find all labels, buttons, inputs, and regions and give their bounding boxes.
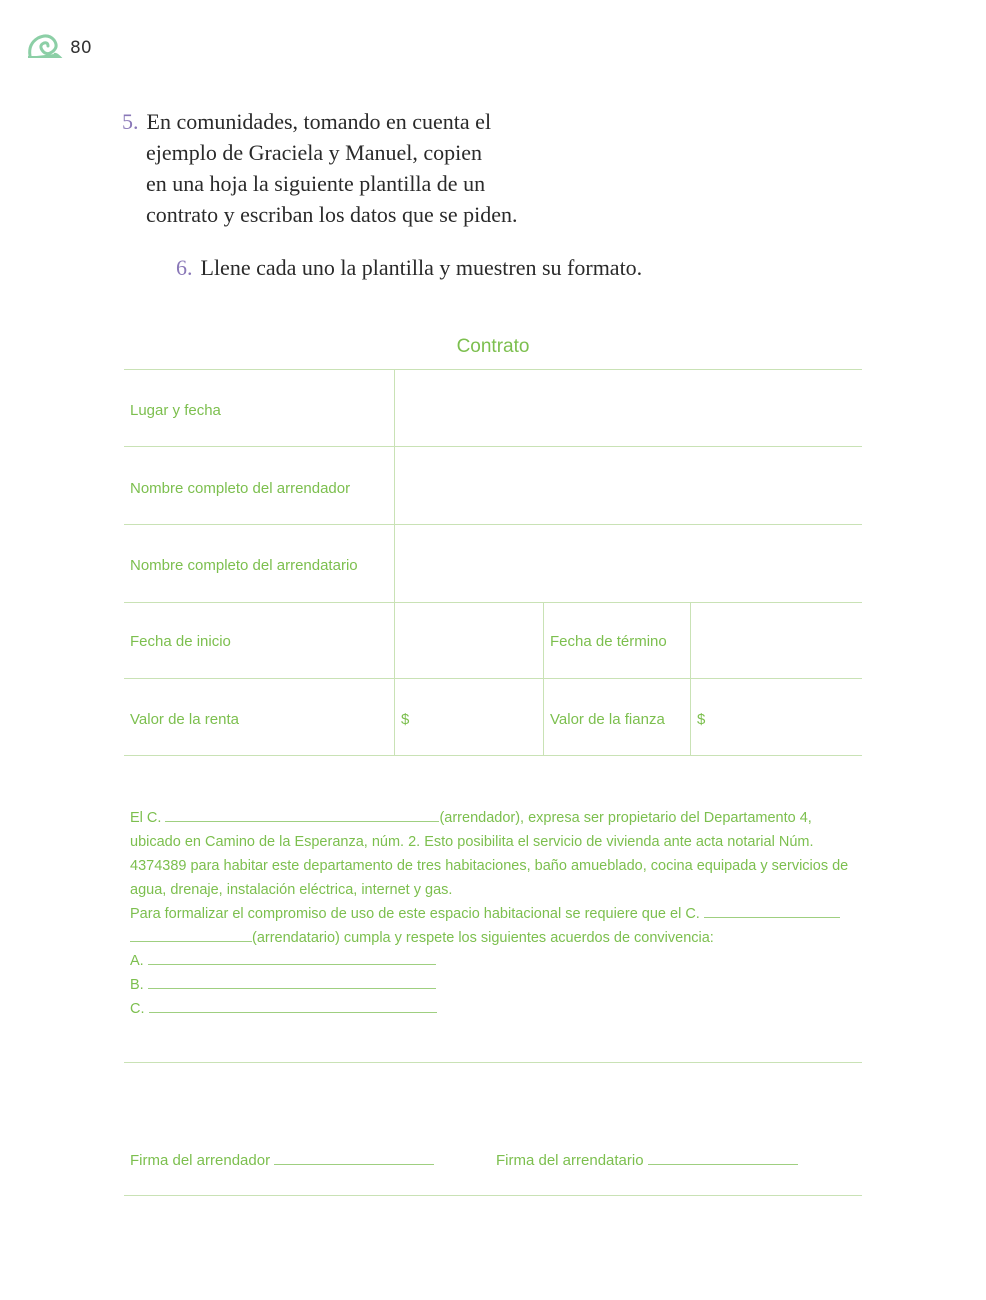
instruction-line: en una hoja la siguiente plantilla de un xyxy=(146,171,486,196)
start-date-label: Fecha de inicio xyxy=(130,633,231,650)
rent-value-label: Valor de la renta xyxy=(130,711,239,728)
tenant-name-label: Nombre completo del arrendatario xyxy=(130,557,358,574)
item-letter: B. xyxy=(130,977,144,993)
item-letter: C. xyxy=(130,1001,145,1017)
contract-paragraph-1 xyxy=(130,806,860,902)
deposit-value-label: Valor de la fianza xyxy=(550,711,665,728)
tenant-blank xyxy=(704,903,840,918)
agreement-item-a xyxy=(130,950,436,969)
instruction-line: contrato y escriban los datos que se piden. xyxy=(146,202,518,227)
page-number: 80 xyxy=(70,37,92,58)
landlord-signature xyxy=(130,1150,434,1169)
signature-blank xyxy=(274,1150,434,1165)
table-rule xyxy=(124,678,862,679)
signature-label: Firma del arrendatario xyxy=(496,1152,644,1169)
landlord-name-label: Nombre completo del arrendador xyxy=(130,480,351,497)
end-date-label: Fecha de término xyxy=(550,633,667,650)
step-number: 5. xyxy=(122,109,139,134)
rent-currency: $ xyxy=(401,711,410,728)
table-rule xyxy=(124,446,862,447)
place-date-label: Lugar y fecha xyxy=(130,402,221,419)
table-rule xyxy=(124,602,862,603)
paragraph-text: (arrendador), expresa ser propietario del Departamento 4, ubicado en Camino de la Esperanza, núm. 2. Esto posibilita el servicio de vivienda ante acta notarial Núm. 4374389 para habitar este departamento de tres habitaciones, baño amueblado, cocina equipada y servicios de agua, drenaje, instalación eléctrica, internet y gas. xyxy=(130,810,849,898)
table-divider xyxy=(690,602,691,755)
landlord-blank xyxy=(165,807,439,822)
paragraph-text: Para formalizar el compromiso de uso de este espacio habitacional se requiere que el C. xyxy=(130,906,700,922)
contract-title: Contrato xyxy=(456,336,530,357)
tenant-signature xyxy=(496,1150,798,1169)
agreement-blank xyxy=(148,950,436,965)
page-header xyxy=(26,30,92,65)
contract-paragraph-2 xyxy=(130,902,860,950)
item-letter: A. xyxy=(130,953,144,969)
signature-label: Firma del arrendador xyxy=(130,1152,271,1169)
deposit-currency: $ xyxy=(697,711,706,728)
agreement-blank xyxy=(148,974,436,989)
instruction-step-5 xyxy=(122,106,552,230)
agreement-blank xyxy=(149,998,437,1013)
paragraph-text: El C. xyxy=(130,810,162,826)
section-rule xyxy=(124,1062,862,1063)
table-divider xyxy=(543,602,544,755)
instruction-line: En comunidades, tomando en cuenta el xyxy=(146,109,492,134)
tenant-blank-continued xyxy=(130,927,252,942)
table-rule xyxy=(124,369,862,370)
table-divider xyxy=(394,369,395,755)
snail-icon xyxy=(26,30,64,65)
agreement-item-c xyxy=(130,998,437,1017)
signature-blank xyxy=(648,1150,798,1165)
paragraph-text: (arrendatario) cumpla y respete los siguientes acuerdos de convivencia: xyxy=(252,930,714,946)
instruction-line: ejemplo de Graciela y Manuel, copien xyxy=(146,140,482,165)
instruction-step-6 xyxy=(176,252,642,283)
agreement-item-b xyxy=(130,974,436,993)
step-number: 6. xyxy=(176,255,193,280)
instruction-text: Llene cada uno la plantilla y muestren su formato. xyxy=(200,255,643,280)
table-rule xyxy=(124,755,862,756)
section-rule xyxy=(124,1195,862,1196)
table-rule xyxy=(124,524,862,525)
